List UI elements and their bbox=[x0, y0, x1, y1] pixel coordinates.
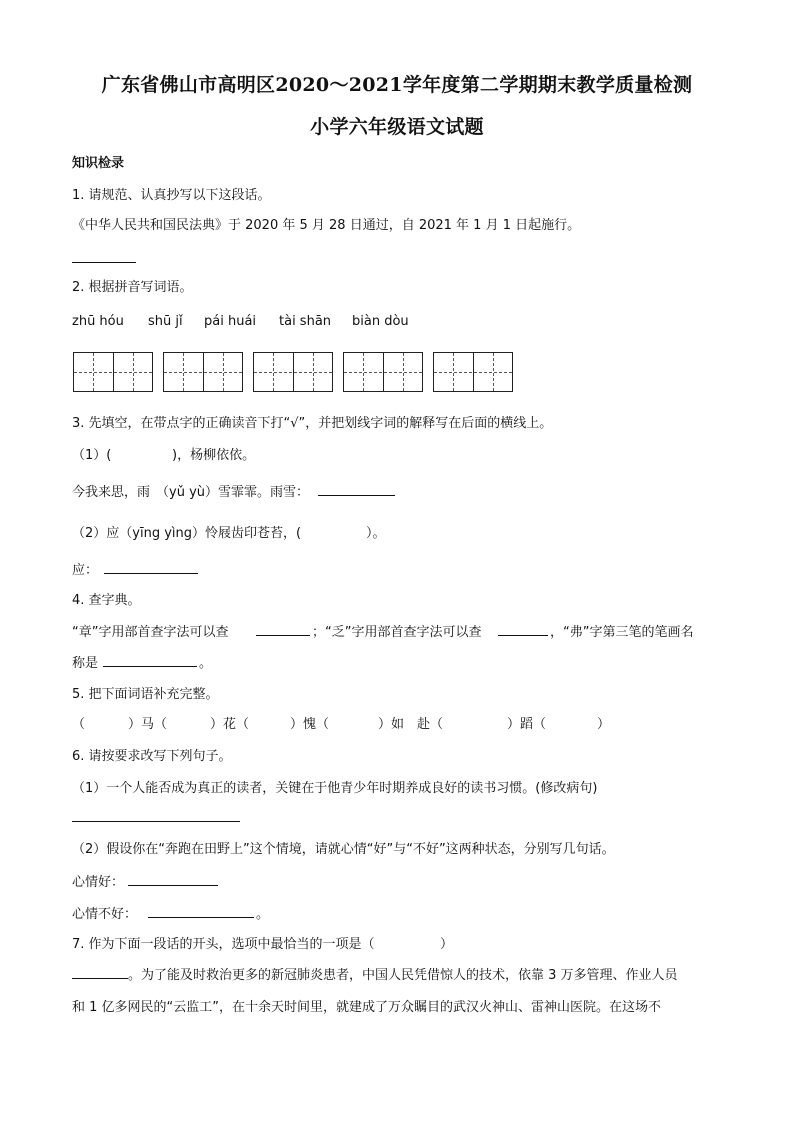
tianzige-box-4[interactable] bbox=[343, 352, 423, 392]
q2-pinyin-1: zhū hóu bbox=[72, 314, 124, 329]
q4-line2-b: 。 bbox=[199, 656, 213, 671]
q7-prompt: 7. 作为下面一段话的开头，选项中最恰当的一项是（ bbox=[72, 937, 375, 952]
q3-part1-open: （1）( bbox=[72, 448, 112, 463]
q2-pinyin-5: biàn dòu bbox=[352, 314, 409, 329]
q6-bad-answer-line[interactable] bbox=[148, 917, 254, 918]
q4-blank-3[interactable] bbox=[103, 666, 197, 667]
q6-part1-answer-line[interactable] bbox=[72, 821, 240, 822]
q7-text-line1: 。为了能及时救治更多的新冠肺炎患者，中国人民凭借惊人的技术，依靠 3 万多管理、作业人员 bbox=[128, 968, 678, 983]
q3-part1-answer-line[interactable] bbox=[318, 495, 395, 496]
q5-item-5: ）如 赴（ bbox=[378, 717, 444, 732]
q4-line1-c: ，“弗”字第三笔的笔画名 bbox=[550, 625, 694, 640]
q6-bad-end: 。 bbox=[256, 907, 270, 922]
q6-good-answer-line[interactable] bbox=[128, 885, 218, 886]
q5-item-1: （ bbox=[72, 717, 86, 732]
q3-part1-close: )，杨柳依依。 bbox=[172, 448, 256, 463]
q5-item-2: ）马（ bbox=[128, 717, 168, 732]
q4-line2-a: 称是 bbox=[72, 656, 99, 671]
q7-prompt-end: ） bbox=[440, 937, 454, 952]
q5-item-7: ） bbox=[597, 717, 611, 732]
q6-good-label: 心情好： bbox=[72, 875, 125, 890]
q3-part1-line2-a: 今我来思，雨 bbox=[72, 485, 151, 500]
q6-bad-label: 心情不好： bbox=[72, 907, 138, 922]
q4-line1-b: ；“乏”字用部首查字法可以查 bbox=[312, 625, 482, 640]
q5-item-4: ）愧（ bbox=[290, 717, 330, 732]
tianzige-box-3[interactable] bbox=[253, 352, 333, 392]
q5-item-6: ）蹈（ bbox=[507, 717, 547, 732]
q3-part1-line2-c: 雪霏霏。雨雪： bbox=[218, 485, 310, 500]
q4-blank-2[interactable] bbox=[498, 635, 548, 636]
q4-blank-1[interactable] bbox=[256, 635, 310, 636]
tianzige-box-5[interactable] bbox=[433, 352, 513, 392]
q2-pinyin-2: shū jǐ bbox=[148, 314, 183, 329]
q2-prompt: 2. 根据拼音写词语。 bbox=[72, 280, 193, 295]
q2-pinyin-4: tài shān bbox=[279, 314, 332, 329]
tianzige-box-2[interactable] bbox=[163, 352, 243, 392]
q3-part1-line2-b: （yǔ yù） bbox=[156, 485, 218, 500]
q5-prompt: 5. 把下面词语补充完整。 bbox=[72, 687, 219, 702]
q3-part2-line1-b: ）。 bbox=[366, 526, 386, 541]
section-heading: 知识检录 bbox=[72, 156, 125, 171]
q3-prompt: 3. 先填空，在带点字的正确读音下打“√”，并把划线字词的解释写在后面的横线上。 bbox=[72, 416, 553, 431]
q6-prompt: 6. 请按要求改写下列句子。 bbox=[72, 749, 232, 764]
q6-part1: （1）一个人能否成为真正的读者，关键在于他青少年时期养成良好的读书习惯。(修改病句) bbox=[72, 781, 598, 796]
q4-prompt: 4. 查字典。 bbox=[72, 593, 141, 608]
document-subtitle: 小学六年级语文试题 bbox=[310, 116, 484, 138]
q6-part2: （2）假设你在“奔跑在田野上”这个情境，请就心情“好”与“不好”这两种状态，分别写几句话。 bbox=[72, 842, 615, 857]
q2-pinyin-3: pái huái bbox=[204, 314, 257, 329]
q7-blank[interactable] bbox=[72, 978, 128, 979]
q7-text-line2: 和 1 亿多网民的“云监工”，在十余天时间里，就建成了万众瞩目的武汉火神山、雷神山医院。在这场不 bbox=[72, 1000, 662, 1015]
q1-prompt: 1. 请规范、认真抄写以下这段话。 bbox=[72, 188, 271, 203]
q1-text: 《中华人民共和国民法典》于 2020 年 5 月 28 日通过，自 2021 年 1 月 1 日起施行。 bbox=[72, 218, 581, 233]
tianzige-box-1[interactable] bbox=[73, 352, 153, 392]
q3-part2-line2: 应： bbox=[72, 563, 99, 578]
q4-line1-a: “章”字用部首查字法可以查 bbox=[72, 625, 229, 640]
q3-part2-line1-a: （2）应（yīng yìng）怜屐齿印苍苔，( bbox=[72, 526, 302, 541]
document-title: 广东省佛山市高明区2020～2021学年度第二学期期末教学质量检测 bbox=[101, 74, 693, 96]
q5-item-3: ）花（ bbox=[210, 717, 250, 732]
q3-part2-answer-line[interactable] bbox=[104, 573, 198, 574]
q1-answer-line[interactable] bbox=[72, 262, 136, 263]
